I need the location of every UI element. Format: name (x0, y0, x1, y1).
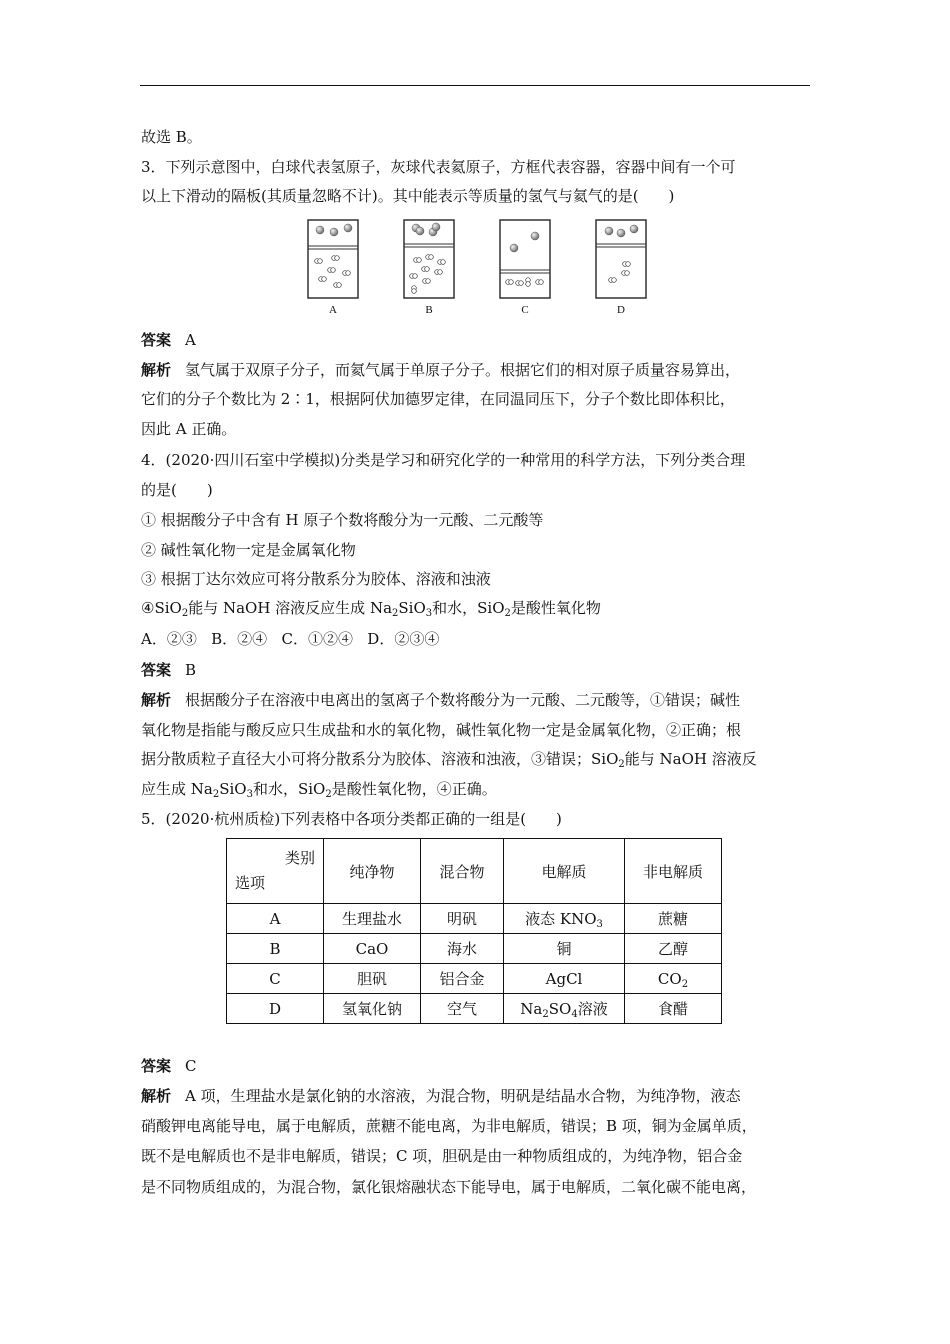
answer-label: 答案 (141, 331, 172, 349)
table-header-row (227, 839, 722, 904)
q5-stem: 5．(2020·杭州质检)下列表格中各项分类都正确的一组是( ) (141, 810, 562, 828)
figure-label-b: B (425, 304, 433, 316)
q4-stem-line1: 4．(2020·四川石室中学模拟)分类是学习和研究化学的一种常用的科学方法，下列分类合理 (141, 451, 746, 469)
header-mixture: 混合物 (421, 839, 504, 904)
option-b: B．②④ (211, 630, 268, 648)
figure-label-c: C (521, 304, 529, 316)
header-rule (140, 85, 810, 86)
option-a: A．②③ (141, 630, 197, 648)
q4-analysis-line3: 据分散质粒子直径大小可将分散系分为胶体、溶液和浊液，③错误；SiO$_2$能与 NaOH 溶液反 (141, 750, 757, 770)
q4-answer (141, 660, 196, 680)
q3-stem-line1: 3．下列示意图中，白球代表氢原子，灰球代表氦原子，方框代表容器，容器中间有一个可 (141, 158, 736, 176)
q4-analysis-line2: 氧化物是指能与酸反应只生成盐和水的氧化物，碱性氧化物一定是金属氧化物，②正确；根 (141, 721, 742, 739)
answer-value: A (185, 331, 196, 349)
option-d: D．②③④ (367, 630, 440, 648)
q4-analysis-line1: 解析 根据酸分子在溶液中电离出的氢离子个数将酸分为一元酸、二元酸等，①错误；碱性 (141, 691, 741, 709)
q3-analysis-line3: 因此 A 正确。 (141, 420, 237, 438)
q4-item-3: ③ 根据丁达尔效应可将分散系分为胶体、溶液和浊液 (141, 570, 491, 588)
table-row: B CaO 海水 铜 乙醇 (227, 934, 722, 964)
container-b (404, 220, 454, 298)
q3-analysis-line1 (141, 360, 740, 380)
q5-answer (141, 1056, 197, 1076)
q3-container-diagram (300, 212, 660, 322)
answer-value: C (185, 1057, 197, 1075)
analysis-text: 氢气属于双原子分子，而氦气属于单原子分子。根据它们的相对原子质量容易算出， (185, 361, 741, 379)
q5-analysis-line1: 解析 A 项，生理盐水是氯化钠的水溶液，为混合物，明矾是结晶水合物，为纯净物，液态 (141, 1087, 741, 1105)
q3-answer (141, 330, 196, 350)
q4-analysis-line4: 应生成 $Na_2SiO_3$和水，SiO$_2$是酸性氧化物，④正确。 (141, 780, 497, 800)
q4-item-2: ② 碱性氧化物一定是金属氧化物 (141, 541, 356, 559)
q5-analysis-line2: 硝酸钾电离能导电，属于电解质，蔗糖不能电离，为非电解质，错误；B 项，铜为金属单质， (141, 1117, 757, 1135)
q4-stem-line2: 的是( ) (141, 481, 213, 499)
header-non-electrolyte: 非电解质 (625, 839, 722, 904)
q4-item-4: ④SiO$_2$能与 NaOH 溶液反应生成 $Na_2SiO_3$和水，SiO$_2$是酸性氧化物 (141, 599, 601, 619)
q4-options (141, 629, 439, 649)
q3-stem-line2: 以上下滑动的隔板(其质量忽略不计)。其中能表示等质量的氢气与氦气的是( ) (141, 187, 675, 205)
table-row: D 氢氧化钠 空气 $Na_2SO_4$溶液 食醋 (227, 994, 722, 1024)
container-a (308, 220, 358, 298)
answer-label: 答案 (141, 1057, 172, 1075)
classification-table (226, 838, 722, 1024)
intro-text: 故选 B。 (141, 128, 202, 146)
q5-analysis-line3: 既不是电解质也不是非电解质，错误；C 项，胆矾是由一种物质组成的，为纯净物，铝合金 (141, 1147, 743, 1165)
answer-value: B (185, 661, 197, 679)
corner-bottom-label: 选项 (235, 874, 266, 892)
corner-top-label: 类别 (284, 849, 315, 867)
figure-label-d: D (617, 304, 625, 316)
container-c (500, 220, 550, 298)
figure-label-a: A (329, 304, 337, 316)
analysis-label: 解析 (141, 1087, 172, 1105)
option-c: C．①②④ (281, 630, 353, 648)
table-corner-cell (227, 839, 324, 904)
header-pure: 纯净物 (324, 839, 421, 904)
table-row: A 生理盐水 明矾 液态 $KNO_3$ 蔗糖 (227, 904, 722, 934)
table-row: C 胆矾 铝合金 AgCl $CO_2$ (227, 964, 722, 994)
header-electrolyte: 电解质 (504, 839, 625, 904)
analysis-label: 解析 (141, 361, 172, 379)
q4-item-1: ① 根据酸分子中含有 H 原子个数将酸分为一元酸、二元酸等 (141, 511, 544, 529)
container-d (596, 220, 646, 298)
analysis-label: 解析 (141, 691, 172, 709)
answer-label: 答案 (141, 661, 172, 679)
q5-analysis-line4: 是不同物质组成的，为混合物，氯化银熔融状态下能导电，属于电解质，二氧化碳不能电离， (141, 1178, 757, 1196)
q3-analysis-line2: 它们的分子个数比为 2∶1，根据阿伏加德罗定律，在同温同压下，分子个数比即体积比， (141, 390, 735, 408)
